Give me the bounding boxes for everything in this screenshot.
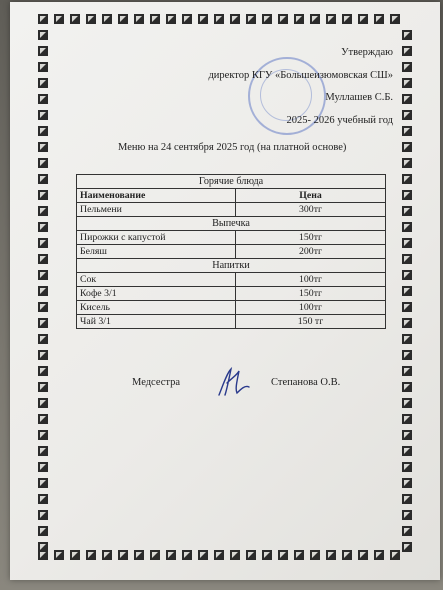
ornament-square-icon <box>230 14 240 24</box>
ornament-square-icon <box>402 238 412 248</box>
ornament-square-icon <box>214 550 224 560</box>
ornament-square-icon <box>402 318 412 328</box>
ornament-square-icon <box>38 542 48 552</box>
ornament-square-icon <box>134 550 144 560</box>
ornament-square-icon <box>38 286 48 296</box>
ornament-square-icon <box>294 550 304 560</box>
ornament-square-icon <box>402 510 412 520</box>
approval-block <box>208 42 393 132</box>
ornament-square-icon <box>326 14 336 24</box>
section-title: Напитки <box>77 259 386 273</box>
ornament-square-icon <box>38 126 48 136</box>
ornament-square-icon <box>326 550 336 560</box>
ornament-square-icon <box>102 550 112 560</box>
ornament-square-icon <box>38 414 48 424</box>
item-name: Беляш <box>77 245 236 259</box>
ornament-square-icon <box>70 550 80 560</box>
ornament-square-icon <box>402 174 412 184</box>
ornament-square-icon <box>38 238 48 248</box>
ornament-square-icon <box>38 94 48 104</box>
ornament-square-icon <box>310 14 320 24</box>
ornament-square-icon <box>294 14 304 24</box>
ornament-square-icon <box>278 550 288 560</box>
ornament-square-icon <box>374 550 384 560</box>
column-header-price: Цена <box>236 189 386 203</box>
ornament-square-icon <box>38 366 48 376</box>
ornament-square-icon <box>38 510 48 520</box>
ornament-square-icon <box>118 550 128 560</box>
table-row <box>77 273 386 287</box>
ornament-square-icon <box>402 526 412 536</box>
item-name: Сок <box>77 273 236 287</box>
document-sheet <box>10 2 440 580</box>
ornament-square-icon <box>38 270 48 280</box>
ornament-square-icon <box>38 190 48 200</box>
table-row <box>77 231 386 245</box>
ornament-square-icon <box>38 30 48 40</box>
section-row <box>77 175 386 189</box>
ornament-square-icon <box>38 318 48 328</box>
ornament-square-icon <box>402 382 412 392</box>
ornament-square-icon <box>402 462 412 472</box>
ornament-square-icon <box>342 550 352 560</box>
ornament-square-icon <box>38 254 48 264</box>
item-price: 150 тг <box>236 315 386 329</box>
ornament-square-icon <box>374 14 384 24</box>
item-price: 300тг <box>236 203 386 217</box>
ornament-square-icon <box>198 14 208 24</box>
ornament-square-icon <box>402 366 412 376</box>
ornament-square-icon <box>402 494 412 504</box>
item-name: Кисель <box>77 301 236 315</box>
ornament-square-icon <box>402 286 412 296</box>
column-header-name: Наименование <box>77 189 236 203</box>
ornament-square-icon <box>402 190 412 200</box>
ornament-square-icon <box>342 14 352 24</box>
signature-role: Медсестра <box>132 377 181 388</box>
ornament-square-icon <box>402 142 412 152</box>
ornament-square-icon <box>402 46 412 56</box>
ornament-square-icon <box>402 62 412 72</box>
ornament-square-icon <box>278 14 288 24</box>
ornament-square-icon <box>402 78 412 88</box>
ornament-square-icon <box>134 14 144 24</box>
ornament-square-icon <box>402 94 412 104</box>
item-price: 100тг <box>236 301 386 315</box>
ornament-square-icon <box>38 222 48 232</box>
menu-table <box>76 174 386 329</box>
ornament-square-icon <box>402 350 412 360</box>
approval-line: Муллашев С.Б. <box>325 92 393 103</box>
ornament-square-icon <box>38 206 48 216</box>
ornament-square-icon <box>38 78 48 88</box>
ornament-square-icon <box>262 550 272 560</box>
ornament-square-icon <box>150 550 160 560</box>
ornament-square-icon <box>402 542 412 552</box>
ornament-square-icon <box>38 382 48 392</box>
table-row <box>77 301 386 315</box>
menu-title: Меню на 24 сентября 2025 год (на платной основе) <box>118 142 347 153</box>
ornament-square-icon <box>38 158 48 168</box>
ornament-square-icon <box>358 14 368 24</box>
ornament-square-icon <box>38 46 48 56</box>
ornament-square-icon <box>402 302 412 312</box>
ornament-square-icon <box>402 206 412 216</box>
ornament-square-icon <box>246 550 256 560</box>
ornament-square-icon <box>166 550 176 560</box>
ornament-square-icon <box>150 14 160 24</box>
ornament-square-icon <box>38 350 48 360</box>
ornament-square-icon <box>38 334 48 344</box>
ornament-square-icon <box>86 550 96 560</box>
ornament-square-icon <box>38 110 48 120</box>
ornament-square-icon <box>402 270 412 280</box>
ornament-square-icon <box>38 398 48 408</box>
ornament-square-icon <box>402 222 412 232</box>
ornament-square-icon <box>38 478 48 488</box>
ornament-square-icon <box>38 494 48 504</box>
item-name: Пельмени <box>77 203 236 217</box>
ornament-square-icon <box>402 254 412 264</box>
ornament-square-icon <box>402 478 412 488</box>
ornament-square-icon <box>38 142 48 152</box>
ornament-square-icon <box>262 14 272 24</box>
ornament-square-icon <box>38 302 48 312</box>
item-price: 150тг <box>236 231 386 245</box>
item-price: 200тг <box>236 245 386 259</box>
ornament-square-icon <box>402 110 412 120</box>
ornament-square-icon <box>230 550 240 560</box>
item-name: Кофе 3/1 <box>77 287 236 301</box>
table-header-row <box>77 189 386 203</box>
ornament-square-icon <box>402 334 412 344</box>
ornament-square-icon <box>38 62 48 72</box>
ornament-square-icon <box>214 14 224 24</box>
ornament-square-icon <box>38 446 48 456</box>
ornament-square-icon <box>166 14 176 24</box>
ornament-square-icon <box>402 30 412 40</box>
ornament-square-icon <box>38 14 48 24</box>
ornament-square-icon <box>118 14 128 24</box>
section-title: Горячие блюда <box>77 175 386 189</box>
ornament-square-icon <box>246 14 256 24</box>
handwritten-signature <box>213 365 253 399</box>
ornament-square-icon <box>402 398 412 408</box>
item-price: 100тг <box>236 273 386 287</box>
ornament-square-icon <box>38 462 48 472</box>
ornament-square-icon <box>182 14 192 24</box>
ornament-square-icon <box>390 14 400 24</box>
item-name: Пирожки с капустой <box>77 231 236 245</box>
approval-line: 2025- 2026 учебный год <box>286 114 393 126</box>
ornament-square-icon <box>402 430 412 440</box>
ornament-square-icon <box>390 550 400 560</box>
ornament-square-icon <box>38 430 48 440</box>
ornament-square-icon <box>402 126 412 136</box>
ornament-square-icon <box>182 550 192 560</box>
table-row <box>77 315 386 329</box>
ornament-square-icon <box>102 14 112 24</box>
ornament-square-icon <box>402 446 412 456</box>
table-row <box>77 287 386 301</box>
item-name: Чай 3/1 <box>77 315 236 329</box>
ornament-square-icon <box>38 174 48 184</box>
ornament-square-icon <box>402 414 412 424</box>
signature-name: Степанова О.В. <box>271 377 341 388</box>
ornament-square-icon <box>70 14 80 24</box>
ornament-square-icon <box>54 550 64 560</box>
ornament-square-icon <box>54 14 64 24</box>
ornament-square-icon <box>310 550 320 560</box>
table-row <box>77 245 386 259</box>
approval-line: Утверждаю <box>341 47 393 58</box>
table-row <box>77 203 386 217</box>
ornament-square-icon <box>358 550 368 560</box>
ornament-square-icon <box>86 14 96 24</box>
section-row <box>77 217 386 231</box>
approval-line: директор КГУ «Большеизюмовская СШ» <box>208 69 393 81</box>
ornament-square-icon <box>402 158 412 168</box>
ornament-square-icon <box>198 550 208 560</box>
section-title: Выпечка <box>77 217 386 231</box>
section-row <box>77 259 386 273</box>
item-price: 150тг <box>236 287 386 301</box>
ornament-square-icon <box>38 526 48 536</box>
